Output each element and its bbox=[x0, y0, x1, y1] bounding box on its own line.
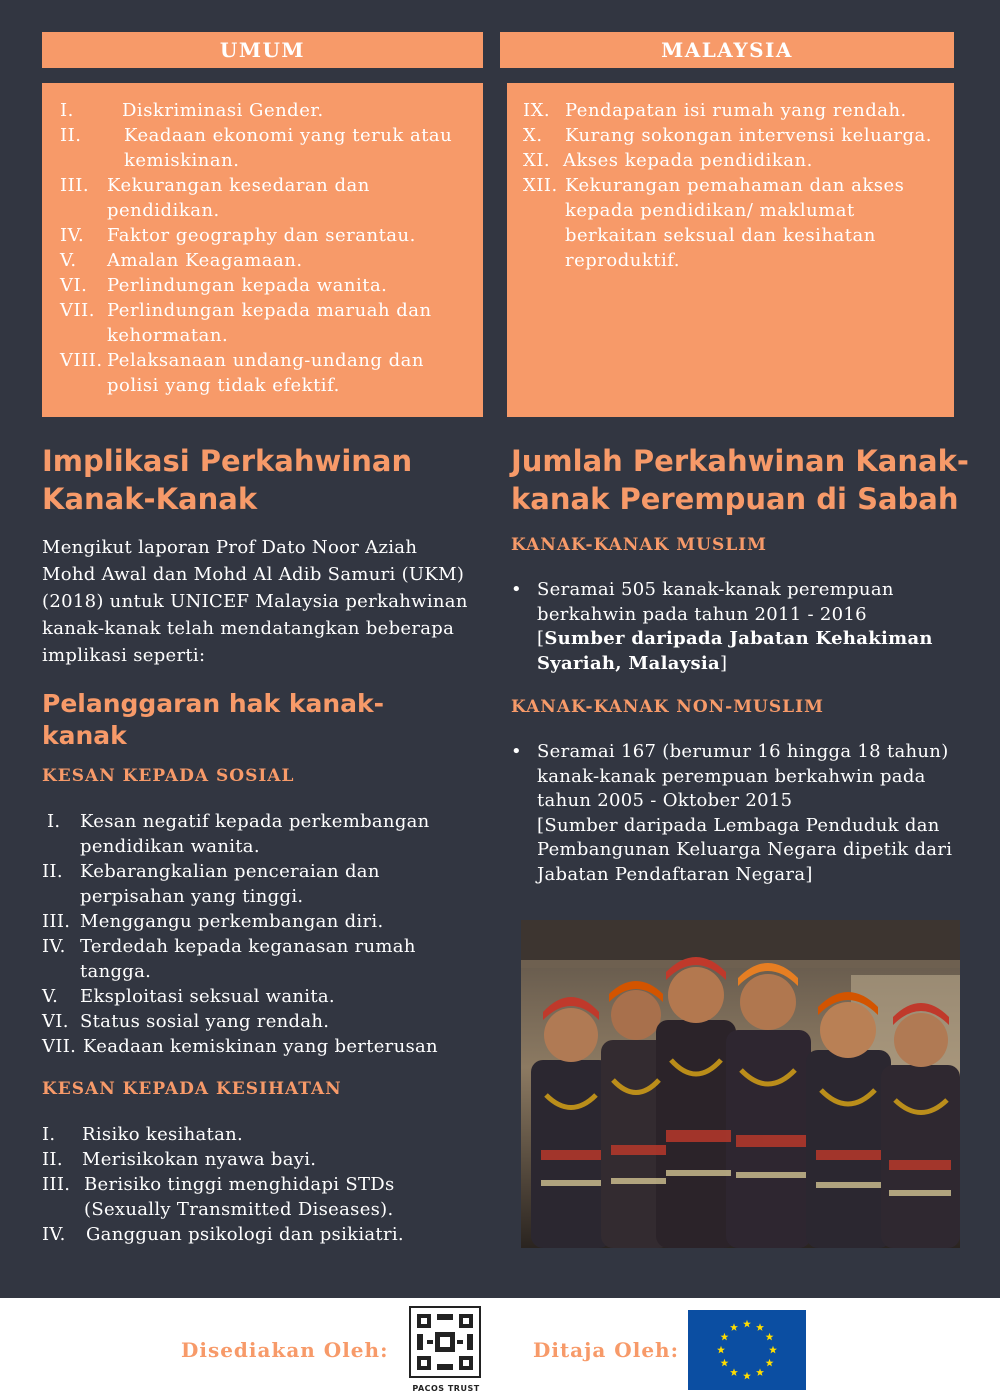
item-text: Kesan negatif kepada perkembangan pendidikan wanita. bbox=[80, 811, 430, 857]
item-number: VII. bbox=[42, 1036, 77, 1057]
item-number: X. bbox=[523, 125, 543, 146]
item-number: II. bbox=[42, 861, 63, 882]
item-text: Perlindungan kepada maruah dan kehormatan. bbox=[107, 300, 432, 346]
item-number: I. bbox=[47, 811, 61, 832]
kesihatan-list bbox=[42, 1122, 462, 1247]
muslim-text: Seramai 505 kanak-kanak perempuan berkahwin pada tahun 2011 - 2016 bbox=[537, 579, 894, 625]
list-item bbox=[42, 1034, 482, 1059]
item-text: Risiko kesihatan. bbox=[82, 1124, 244, 1145]
malaysia-header: MALAYSIA bbox=[500, 32, 954, 68]
list-item bbox=[42, 1009, 482, 1034]
item-number: V. bbox=[60, 250, 77, 271]
non-muslim-source: [Sumber daripada Lembaga Penduduk dan Pembangunan Keluarga Negara dipetik dari Jabatan Pendaftaran Negara] bbox=[537, 814, 953, 885]
bullet: • bbox=[511, 741, 522, 762]
item-number: VII. bbox=[60, 300, 95, 321]
item-text: Diskriminasi Gender. bbox=[122, 100, 324, 121]
list-item bbox=[523, 148, 944, 173]
item-number: XII. bbox=[523, 175, 558, 196]
photo-children-traditional-costume bbox=[521, 920, 960, 1248]
item-number: III. bbox=[60, 175, 90, 196]
muslim-list bbox=[511, 578, 941, 676]
item-number: IV. bbox=[60, 225, 85, 246]
pacos-trust-logo bbox=[409, 1306, 481, 1378]
list-item bbox=[523, 173, 944, 273]
item-text: Keadaan kemiskinan yang berterusan bbox=[83, 1036, 438, 1057]
item-number: VIII. bbox=[60, 350, 103, 371]
malaysia-box bbox=[507, 83, 954, 417]
pacos-trust-label: PACOS TRUST bbox=[412, 1384, 480, 1393]
list-item bbox=[523, 98, 944, 123]
item-number: IV. bbox=[42, 936, 66, 957]
sosial-list bbox=[42, 809, 482, 1059]
list-item bbox=[42, 809, 482, 859]
item-number: III. bbox=[42, 1174, 71, 1195]
non-muslim-text: Seramai 167 (berumur 16 hingga 18 tahun) kanak-kanak perempuan berkahwin pada tahun 2005 - Oktober 2015 bbox=[537, 741, 949, 811]
list-item bbox=[42, 934, 482, 984]
list-item bbox=[60, 273, 469, 298]
item-number: IX. bbox=[523, 100, 551, 121]
list-item bbox=[42, 859, 482, 909]
non-muslim-heading: KANAK-KANAK NON-MUSLIM bbox=[511, 697, 824, 717]
item-number: VI. bbox=[60, 275, 88, 296]
list-item bbox=[511, 740, 953, 887]
item-text: Pelaksanaan undang-undang dan polisi yang tidak efektif. bbox=[107, 350, 424, 396]
item-number: II. bbox=[42, 1149, 63, 1170]
item-number: IV. bbox=[42, 1224, 66, 1245]
list-item bbox=[42, 1122, 462, 1147]
item-text: Faktor geography dan serantau. bbox=[107, 225, 416, 246]
item-number: I. bbox=[42, 1124, 56, 1145]
item-number: VI. bbox=[42, 1011, 69, 1032]
item-text: Terdedah kepada keganasan rumah tangga. bbox=[80, 936, 416, 982]
prepared-by-label: Disediakan Oleh: bbox=[181, 1338, 389, 1362]
list-item bbox=[42, 984, 482, 1009]
list-item bbox=[60, 173, 469, 223]
item-number: III. bbox=[42, 911, 71, 932]
list-item bbox=[60, 98, 469, 123]
item-number: XI. bbox=[523, 150, 551, 171]
item-text: Gangguan psikologi dan psikiatri. bbox=[86, 1224, 404, 1245]
item-text: Keadaan ekonomi yang teruk atau kemiskinan. bbox=[124, 125, 453, 171]
footer bbox=[0, 1298, 1000, 1400]
kesihatan-heading: KESAN KEPADA KESIHATAN bbox=[42, 1079, 342, 1099]
sosial-heading: KESAN KEPADA SOSIAL bbox=[42, 766, 295, 786]
item-text: Perlindungan kepada wanita. bbox=[107, 275, 388, 296]
item-number: II. bbox=[60, 125, 82, 146]
list-item bbox=[42, 1222, 462, 1247]
item-text: Eksploitasi seksual wanita. bbox=[80, 986, 335, 1007]
item-text: Kekurangan kesedaran dan pendidikan. bbox=[107, 175, 370, 221]
list-item bbox=[42, 1147, 462, 1172]
bullet: • bbox=[511, 579, 522, 600]
source-bracket-close: ] bbox=[720, 652, 728, 674]
sponsored-by-label: Ditaja Oleh: bbox=[533, 1338, 679, 1362]
list-item bbox=[60, 348, 469, 398]
item-text: Status sosial yang rendah. bbox=[80, 1011, 330, 1032]
list-item bbox=[523, 123, 944, 148]
item-text: Menggangu perkembangan diri. bbox=[80, 911, 384, 932]
item-number: V. bbox=[42, 986, 59, 1007]
list-item bbox=[60, 298, 469, 348]
non-muslim-list bbox=[511, 740, 953, 887]
item-number: I. bbox=[60, 100, 74, 121]
item-text: Akses kepada pendidikan. bbox=[563, 150, 813, 171]
umum-box bbox=[42, 83, 483, 417]
list-item bbox=[60, 248, 469, 273]
implikasi-subtitle: Pelanggaran hak kanak-kanak bbox=[42, 689, 385, 750]
implikasi-intro: Mengikut laporan Prof Dato Noor Aziah Mohd Awal dan Mohd Al Adib Samuri (UKM) (2018) untuk UNICEF Malaysia perkahwinan kanak-kanak telah mendatangkan beberapa implikasi seperti: bbox=[42, 537, 468, 666]
item-text: Amalan Keagamaan. bbox=[107, 250, 303, 271]
umum-header: UMUM bbox=[42, 32, 483, 68]
item-text: Kurang sokongan intervensi keluarga. bbox=[565, 125, 932, 146]
list-item bbox=[42, 1172, 462, 1222]
muslim-heading: KANAK-KANAK MUSLIM bbox=[511, 535, 767, 555]
item-text: Berisiko tinggi menghidapi STDs (Sexually Transmitted Diseases). bbox=[84, 1174, 395, 1220]
item-text: Kebarangkalian penceraian dan perpisahan yang tinggi. bbox=[80, 861, 380, 907]
list-item bbox=[42, 909, 482, 934]
list-item bbox=[60, 123, 469, 173]
jumlah-title: Jumlah Perkahwinan Kanak-kanak Perempuan di Sabah bbox=[511, 444, 969, 516]
list-item bbox=[60, 223, 469, 248]
item-text: Pendapatan isi rumah yang rendah. bbox=[565, 100, 907, 121]
eu-flag-logo bbox=[688, 1310, 806, 1390]
item-text: Kekurangan pemahaman dan akses kepada pendidikan/ maklumat berkaitan seksual dan kesihatan reproduktif. bbox=[565, 175, 905, 271]
implikasi-title: Implikasi Perkahwinan Kanak-Kanak bbox=[42, 444, 413, 516]
muslim-source: Sumber daripada Jabatan Kehakiman Syariah, Malaysia bbox=[537, 628, 933, 674]
list-item bbox=[511, 578, 941, 676]
malaysia-list bbox=[523, 98, 944, 273]
item-text: Merisikokan nyawa bayi. bbox=[82, 1149, 317, 1170]
source-bracket-open: [ bbox=[537, 628, 545, 649]
umum-list bbox=[60, 98, 469, 398]
